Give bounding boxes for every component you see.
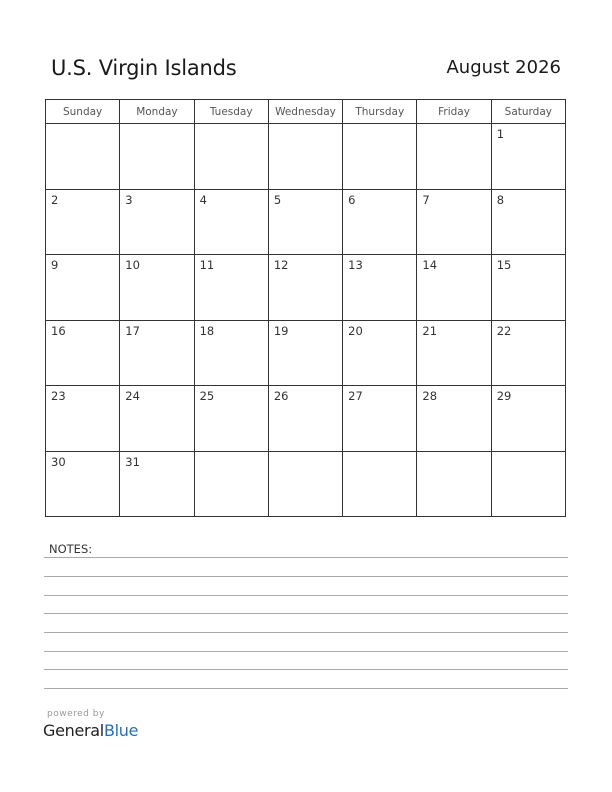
day-cell [491,451,565,517]
day-cell [194,451,268,517]
day-cell: 13 [343,255,417,321]
notes-line [44,576,568,577]
notes-label: NOTES: [49,542,93,556]
powered-by-text: powered by [47,709,105,719]
weekday-sunday: Sunday [46,100,120,124]
notes-line [44,669,568,670]
notes-line [44,651,568,652]
day-cell [343,451,417,517]
day-cell [343,124,417,190]
day-cell: 30 [46,451,120,517]
day-cell: 27 [343,386,417,452]
day-cell: 17 [120,320,194,386]
week-row [46,189,566,255]
day-cell [417,124,491,190]
day-cell [194,124,268,190]
day-cell: 20 [343,320,417,386]
day-cell: 16 [46,320,120,386]
day-cell: 14 [417,255,491,321]
day-cell [120,124,194,190]
day-cell [268,451,342,517]
day-cell: 24 [120,386,194,452]
week-row [46,451,566,517]
day-cell: 26 [268,386,342,452]
day-cell: 7 [417,189,491,255]
day-cell: 11 [194,255,268,321]
weekday-wednesday: Wednesday [268,100,342,124]
weekday-saturday: Saturday [491,100,565,124]
notes-line [44,688,568,689]
day-cell: 4 [194,189,268,255]
day-cell: 3 [120,189,194,255]
day-cell: 21 [417,320,491,386]
week-row [46,124,566,190]
calendar-month: August 2026 [446,57,561,78]
day-cell: 22 [491,320,565,386]
weekday-friday: Friday [417,100,491,124]
day-cell: 23 [46,386,120,452]
weekday-tuesday: Tuesday [194,100,268,124]
day-cell: 28 [417,386,491,452]
notes-line [44,557,568,558]
day-cell: 6 [343,189,417,255]
day-cell: 31 [120,451,194,517]
day-cell: 1 [491,124,565,190]
generalblue-logo[interactable] [43,721,138,740]
notes-line [44,632,568,633]
day-cell: 5 [268,189,342,255]
calendar-grid [45,99,566,517]
calendar-title: U.S. Virgin Islands [51,56,237,80]
day-cell: 29 [491,386,565,452]
day-cell: 25 [194,386,268,452]
logo-text-general: General [43,721,104,740]
day-cell: 9 [46,255,120,321]
notes-line [44,613,568,614]
day-cell: 2 [46,189,120,255]
notes-line [44,595,568,596]
day-cell: 10 [120,255,194,321]
logo-text-blue: Blue [103,721,139,740]
day-cell: 8 [491,189,565,255]
week-row [46,320,566,386]
weekday-thursday: Thursday [343,100,417,124]
week-row [46,386,566,452]
day-cell [417,451,491,517]
day-cell: 19 [268,320,342,386]
day-cell: 18 [194,320,268,386]
weekday-header-row [46,100,566,124]
day-cell [46,124,120,190]
day-cell: 12 [268,255,342,321]
day-cell: 15 [491,255,565,321]
weekday-monday: Monday [120,100,194,124]
week-row [46,255,566,321]
day-cell [268,124,342,190]
